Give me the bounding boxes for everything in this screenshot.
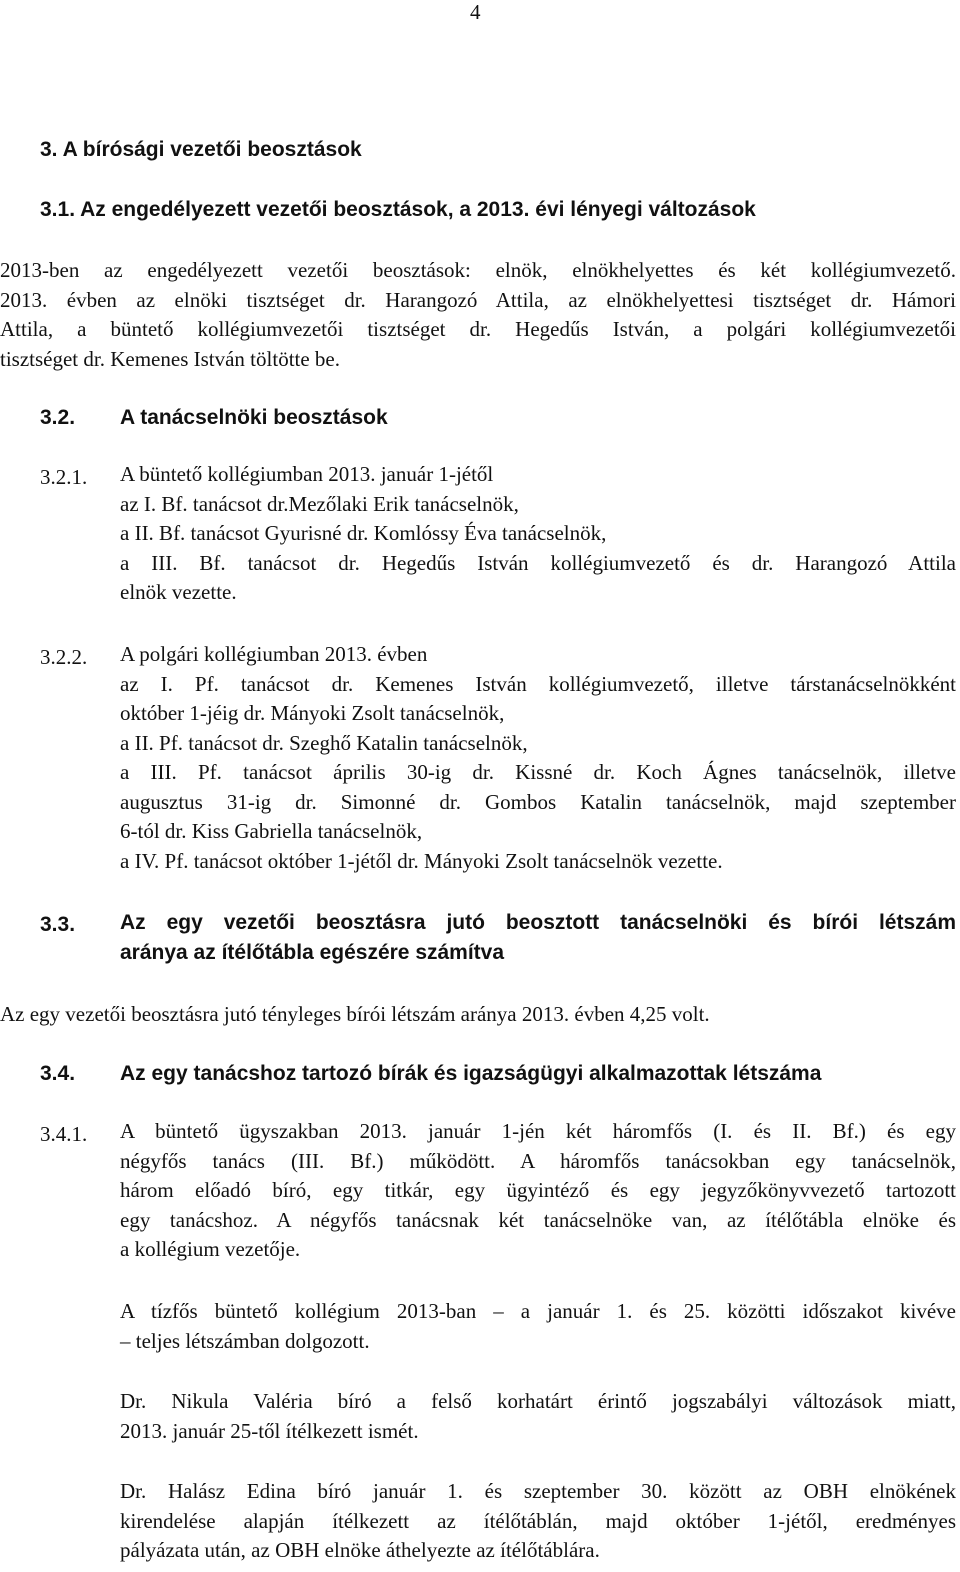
paragraph-line: október 1-jéig dr. Mányoki Zsolt tanácselnök, bbox=[120, 701, 505, 725]
paragraph-line: pályázata után, az OBH elnöke áthelyezte az ítélőtáblára. bbox=[120, 1538, 600, 1562]
paragraph-line: Dr. Nikula Valéria bíró a felső korhatárt érintő jogszabályi változások miatt, bbox=[120, 1389, 956, 1413]
paragraph-line: 2013. január 25-től ítélkezett ismét. bbox=[120, 1418, 419, 1443]
paragraph-line: az I. Pf. tanácsot dr. Kemenes István kollégiumvezető, illetve társtanácselnökként bbox=[120, 671, 956, 696]
section-3-3-heading bbox=[120, 908, 956, 967]
section-3-2-2-number: 3.2.2. bbox=[40, 645, 88, 669]
paragraph-line: Az egy vezetői beosztásra jutó tényleges bírói létszám aránya 2013. évben 4,25 volt. bbox=[0, 1002, 710, 1026]
paragraph-line: augusztus 31-ig dr. Simonné dr. Gombos Katalin tanácselnök, majd szeptember bbox=[120, 789, 956, 814]
paragraph-line: 6-tól dr. Kiss Gabriella tanácselnök, bbox=[120, 819, 423, 843]
paragraph-line: tisztséget dr. Kemenes István töltötte be. bbox=[0, 346, 340, 371]
paragraph-line: – teljes létszámban dolgozott. bbox=[120, 1328, 370, 1353]
paragraph-line: a kollégium vezetője. bbox=[120, 1237, 301, 1261]
paragraph-line: a III. Bf. tanácsot dr. Hegedűs István kollégiumvezető és dr. Harangozó Attila bbox=[120, 550, 956, 575]
section-3-3-text bbox=[0, 1000, 956, 1030]
section-3-2-1-number: 3.2.1. bbox=[40, 465, 88, 489]
paragraph-line: 2013-ben az engedélyezett vezetői beosztások: elnök, elnökhelyettes és két kollégiumvezető. bbox=[0, 258, 956, 282]
paragraph-line: a IV. Pf. tanácsot október 1-jétől dr. Mányoki Zsolt tanácselnök vezette. bbox=[120, 848, 723, 873]
section-3-2-number: 3.2. bbox=[40, 406, 76, 429]
section-3-4-1-paragraph-1 bbox=[120, 1117, 956, 1265]
paragraph-line: az I. Bf. tanácsot dr.Mezőlaki Erik tanácselnök, bbox=[120, 491, 519, 516]
section-3-4-heading: Az egy tanácshoz tartozó bírák és igazságügyi alkalmazottak létszáma bbox=[120, 1062, 822, 1085]
paragraph-line: Attila, a büntető kollégiumvezetői tisztséget dr. Hegedűs István, a polgári kollégiumvezetői bbox=[0, 317, 956, 341]
paragraph-line: Dr. Halász Edina bíró január 1. és szeptember 30. között az OBH elnökének bbox=[120, 1479, 956, 1503]
paragraph-line: elnök vezette. bbox=[120, 580, 237, 604]
section-3-1-paragraph bbox=[0, 256, 956, 374]
paragraph-line: a II. Pf. tanácsot dr. Szeghő Katalin tanácselnök, bbox=[120, 730, 528, 755]
paragraph-line: A büntető kollégiumban 2013. január 1-jétől bbox=[120, 462, 494, 486]
paragraph-line: kirendelése alapján ítélkezett az ítélőtáblán, majd október 1-jétől, eredményes bbox=[120, 1508, 956, 1533]
paragraph-line: egy tanácshoz. A négyfős tanácsnak két tanácselnöke van, az ítélőtábla elnöke és bbox=[120, 1207, 956, 1232]
section-3-2-heading: A tanácselnöki beosztások bbox=[120, 406, 388, 429]
section-3-4-1-paragraph-2 bbox=[120, 1297, 956, 1356]
paragraph-line: három előadó bíró, egy titkár, egy ügyintéző és egy jegyzőkönyvvezető tartozott bbox=[120, 1178, 956, 1202]
paragraph-line: A büntető ügyszakban 2013. január 1-jén két háromfős (I. és II. Bf.) és egy bbox=[120, 1119, 956, 1143]
paragraph-line: a II. Bf. tanácsot Gyurisné dr. Komlóssy Éva tanácselnök, bbox=[120, 521, 607, 545]
heading-line: Az egy vezetői beosztásra jutó beosztott tanácselnöki és bírói létszám bbox=[120, 911, 956, 934]
section-3-2-2-text bbox=[120, 640, 956, 876]
paragraph-line: A polgári kollégiumban 2013. évben bbox=[120, 642, 428, 666]
section-3-4-1-paragraph-4 bbox=[120, 1477, 956, 1566]
section-3-2-1-text bbox=[120, 460, 956, 608]
section-3-1-heading: 3.1. Az engedélyezett vezetői beosztások, a 2013. évi lényegi változások bbox=[40, 198, 756, 221]
section-3-4-1-paragraph-3 bbox=[120, 1387, 956, 1446]
paragraph-line: A tízfős büntető kollégium 2013-ban – a január 1. és 25. közötti időszakot kivéve bbox=[120, 1299, 956, 1323]
section-3-4-number: 3.4. bbox=[40, 1062, 76, 1085]
page-number: 4 bbox=[470, 0, 481, 24]
section-3-3-number: 3.3. bbox=[40, 913, 76, 936]
paragraph-line: négyfős tanács (III. Bf.) működött. A háromfős tanácsokban egy tanácselnök, bbox=[120, 1148, 956, 1173]
paragraph-line: 2013. évben az elnöki tisztséget dr. Harangozó Attila, az elnökhelyettesi tisztséget dr. Hámori bbox=[0, 287, 956, 312]
heading-line: aránya az ítélőtábla egészére számítva bbox=[120, 940, 505, 964]
section-3-heading: 3. A bírósági vezetői beosztások bbox=[40, 138, 362, 161]
section-3-4-1-number: 3.4.1. bbox=[40, 1122, 88, 1146]
paragraph-line: a III. Pf. tanácsot április 30-ig dr. Kissné dr. Koch Ágnes tanácselnök, illetve bbox=[120, 760, 956, 784]
